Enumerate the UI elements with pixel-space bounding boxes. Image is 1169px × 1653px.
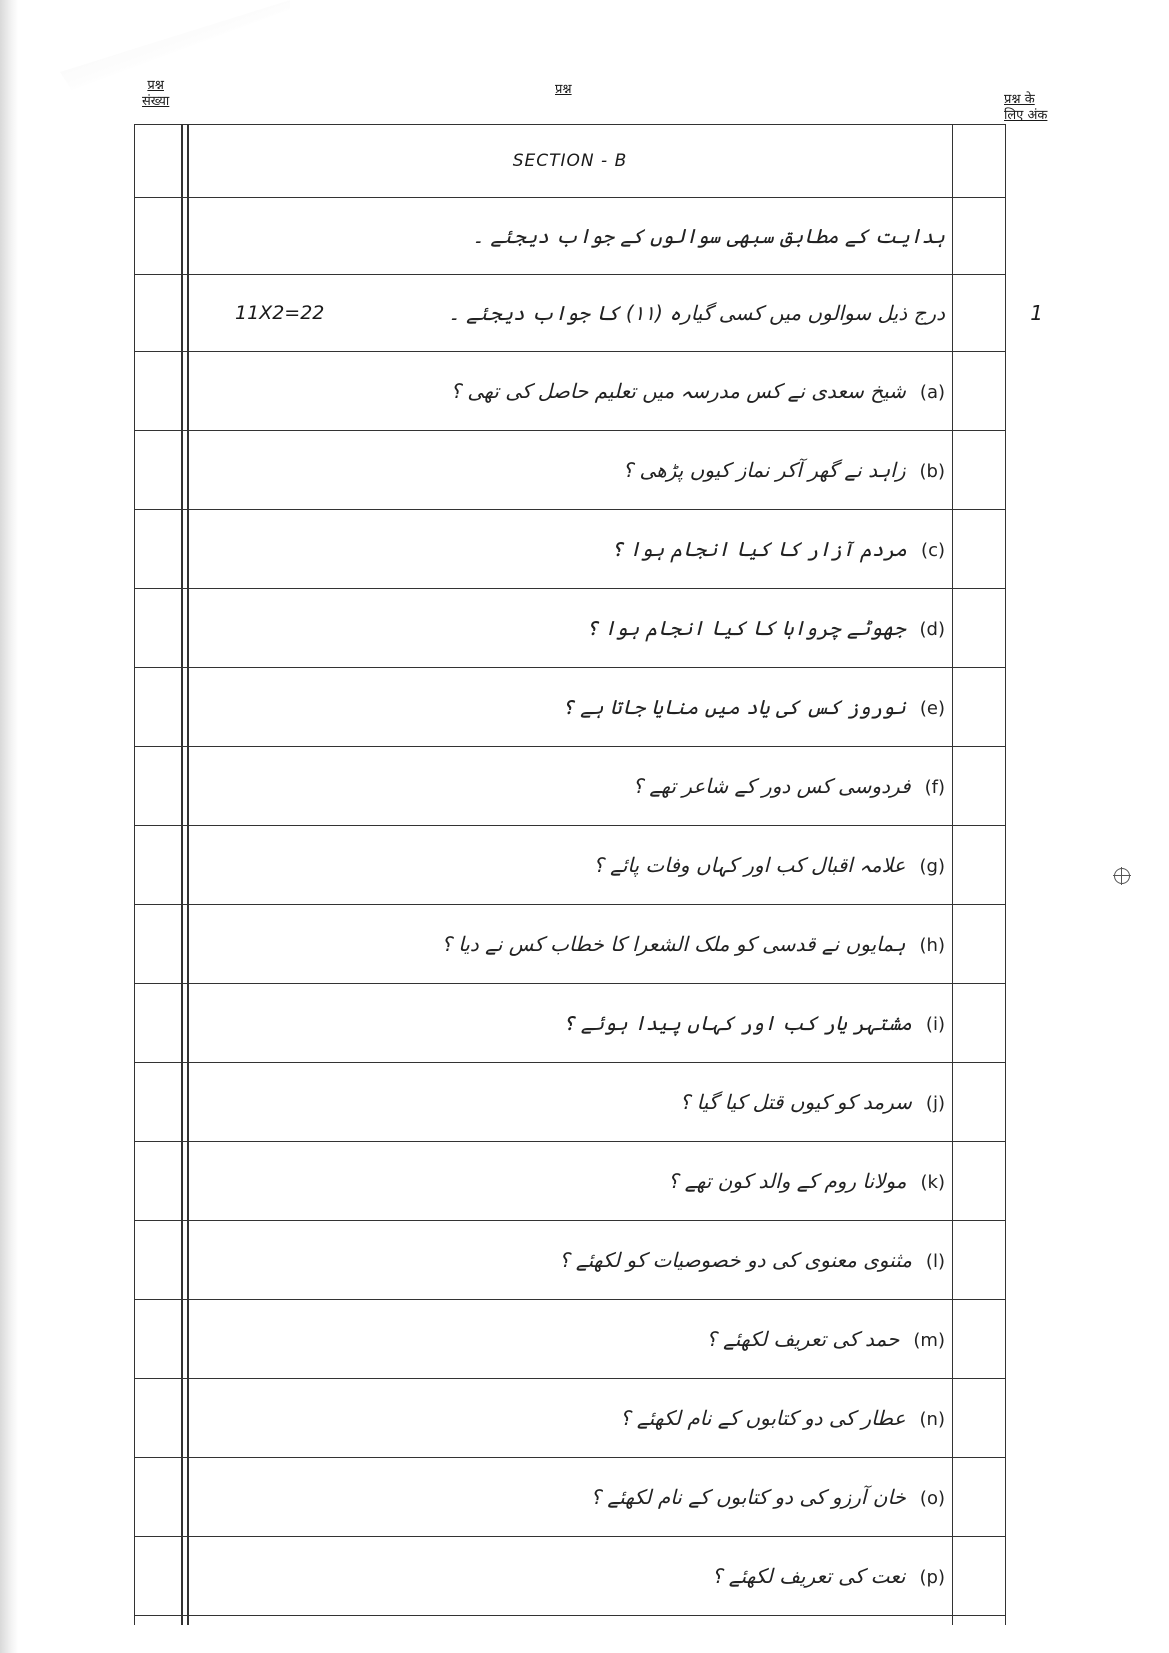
sub-question-text [562,695,945,719]
sub-question-label: (a) [919,382,945,403]
sub-question-label: (g) [919,856,945,877]
header-question-number-line1: प्रश्न [147,78,164,93]
sub-question-body: فردوسی کس دور کے شاعر تھے ؟ [632,774,911,798]
sub-question-row [135,1063,1005,1142]
instruction-row [135,198,1005,275]
sub-question-row [135,668,1005,747]
sub-question-body: شیخ سعدی نے کس مدرسہ میں تعلیم حاصل کی تھی ؟ [450,379,906,403]
sub-question-body: نعت کی تعریف لکھئے ؟ [711,1564,906,1588]
sub-question-body: مثنوی معنوی کی دو خصوصیات کو لکھئے ؟ [558,1248,912,1272]
sub-question-label: (o) [919,1488,945,1509]
sub-question-text [680,1090,945,1114]
sub-question-label: (b) [919,461,945,482]
header-marks-line2: लिए अंक [1004,108,1048,123]
sub-question-text [441,932,945,956]
sub-question-text [620,1406,945,1430]
header-marks [1004,92,1047,124]
sub-question-row [135,1221,1005,1300]
question-1-marks: 11X2=22 [235,302,325,324]
sub-question-label: (d) [919,619,945,640]
scan-fold-shadow [60,0,290,90]
section-title-row [135,125,1005,198]
question-1-text: درج ذیل سوالوں میں کسی گیارہ (۱۱) کا جواب دیجئے ۔ [448,301,945,325]
sub-question-text [668,1169,945,1193]
sub-question-row [135,1537,1005,1616]
sub-question-text [563,1011,945,1035]
registration-mark-icon [1114,868,1130,884]
sub-question-row [135,1142,1005,1221]
sub-question-row [135,984,1005,1063]
sub-question-label: (e) [919,698,945,719]
sub-question-body: جھوٹے چرواہا کا کیا انجام ہوا ؟ [586,616,906,640]
sub-question-text [712,1564,945,1588]
sub-question-text [611,537,945,561]
sub-question-row [135,1458,1005,1537]
sub-question-label: (f) [924,777,945,798]
sub-question-label: (l) [925,1251,945,1272]
sub-question-label: (j) [925,1093,945,1114]
sub-question-body: نوروز کس کی یاد میں منایا جاتا ہے ؟ [562,695,906,719]
header-question [555,82,572,98]
sub-question-text [593,853,945,877]
sub-question-row [135,589,1005,668]
sub-question-text [623,458,946,482]
sub-question-row [135,905,1005,984]
sub-question-body: حمد کی تعریف لکھئے ؟ [706,1327,900,1351]
sub-question-body: علامہ اقبال کب اور کہاں وفات پائے ؟ [593,853,906,877]
sub-question-body: مشتہر یار کب اور کہاں پیدا ہوئے ؟ [562,1011,912,1035]
answer-sheet-table [134,124,1043,1625]
sub-question-label: (p) [919,1567,945,1588]
sub-question-label: (n) [919,1409,945,1430]
sub-question-text [586,616,945,640]
sub-question-body: عطار کی دو کتابوں کے نام لکھئے ؟ [619,1406,906,1430]
sub-question-label: (m) [913,1330,945,1351]
sub-question-text [590,1485,945,1509]
header-marks-line1: प्रश्न के [1004,92,1035,107]
sub-question-label: (c) [921,540,945,561]
sub-question-row [135,1379,1005,1458]
sub-question-label: (k) [920,1172,945,1193]
sub-question-body: زاہد نے گھر آکر نماز کیوں پڑھی ؟ [622,458,906,482]
sub-question-row [135,510,1005,589]
header-question-number-line2: संख्या [142,94,170,109]
header-question-number [142,78,169,110]
sub-question-body: مردم آزار کا کیا انجام ہوا ؟ [611,537,908,561]
sub-question-row [135,431,1005,510]
sub-question-label: (h) [919,935,945,956]
sub-question-row [135,352,1005,431]
section-title: SECTION - B [512,151,628,171]
sub-question-text [632,774,945,798]
sub-question-body: سرمد کو کیوں قتل کیا گیا ؟ [679,1090,912,1114]
sub-question-row [135,826,1005,905]
header-question-label: प्रश्न [555,82,572,97]
sub-question-text [706,1327,945,1351]
sub-question-text [450,379,945,403]
sub-question-body: ہمایوں نے قدسی کو ملک الشعرا کا خطاب کس نے دیا ؟ [441,932,906,956]
question-1-row [135,275,1043,352]
sub-question-label: (i) [925,1014,945,1035]
question-1-number: 1 [1030,301,1043,325]
sub-question-row [135,747,1005,826]
scan-edge [0,0,18,1653]
sub-question-text [559,1248,945,1272]
sub-question-body: خان آرزو کی دو کتابوں کے نام لکھئے ؟ [590,1485,906,1509]
instruction-text: ہدایت کے مطابق سبھی سوالوں کے جواب دیجئے ۔ [472,224,945,248]
sub-question-row [135,1300,1005,1379]
sub-question-body: مولانا روم کے والد کون تھے ؟ [667,1169,907,1193]
